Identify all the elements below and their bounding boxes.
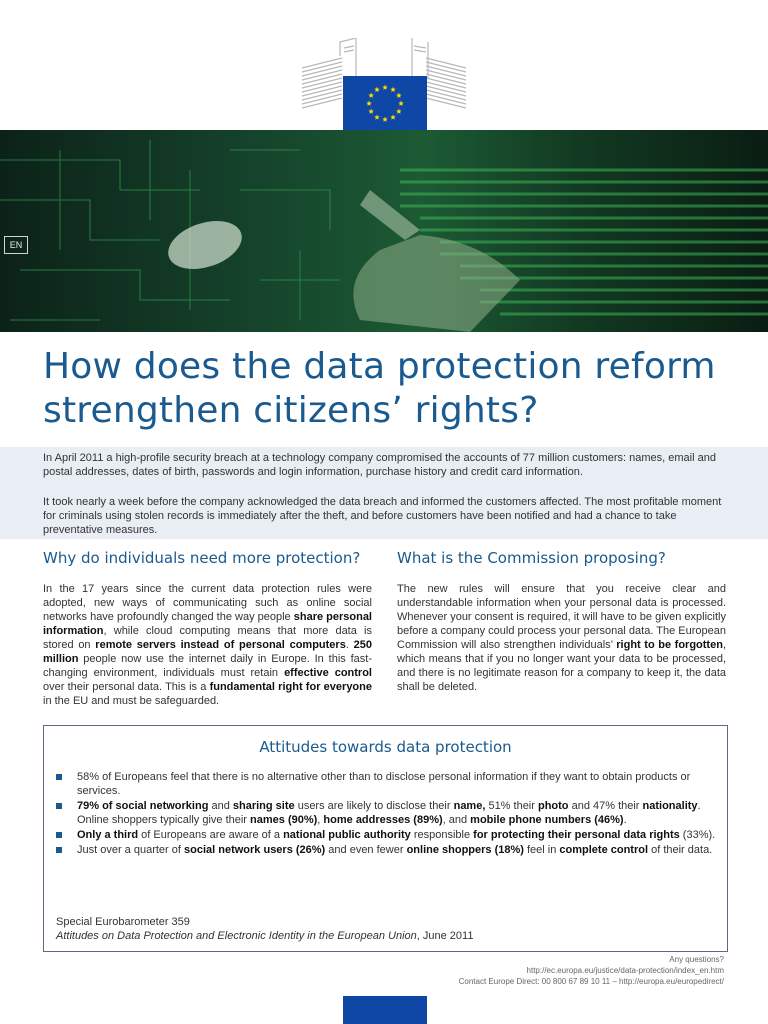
eu-star-icon: [396, 109, 402, 114]
source-line-1: Special Eurobarometer 359: [56, 916, 190, 928]
eu-star-icon: [374, 87, 380, 92]
intro-paragraph-1: In April 2011 a high-profile security breach at a technology company compromised the accounts of 77 million customers: names, email and postal addresses, dates of birth, passwords and login information, purchase history and credit card information.: [43, 452, 716, 478]
source-line-2: Attitudes on Data Protection and Electronic Identity in the European Union, June 2011: [56, 930, 474, 942]
eu-star-icon: [368, 109, 374, 114]
eu-star-icon: [396, 93, 402, 98]
bottom-blue-block: [343, 996, 427, 1024]
language-tag: EN: [4, 236, 28, 254]
list-item: Just over a quarter of social network users (26%) and even fewer online shoppers (18%) feel in complete control of their data.: [56, 843, 716, 857]
eu-star-icon: [366, 101, 372, 106]
list-item: 79% of social networking and sharing site users are likely to disclose their name, 51% their photo and 47% their nationality. Online shoppers typically give their names (90%), home addresses (89%), and mobile phone numbers (46%).: [56, 799, 716, 827]
attitudes-list: [56, 770, 716, 858]
eu-star-icon: [390, 87, 396, 92]
eu-star-icon: [382, 85, 388, 90]
intro-paragraph-2: It took nearly a week before the company acknowledged the data breach and informed the customers affected. The most profitable moment for criminals using stolen records is immediately after the theft, and before customers have been notified and had a chance to take preventative measures.: [43, 496, 722, 536]
eu-star-icon: [374, 114, 380, 119]
circuit-board-banner-image: [0, 130, 768, 332]
attitudes-box: [43, 725, 728, 952]
footer-line-1: Any questions?: [669, 955, 724, 964]
bullet-square-icon: [56, 774, 62, 780]
list-item: Only a third of Europeans are aware of a national public authority responsible for protecting their personal data rights (33%).: [56, 828, 716, 842]
intro-band: [0, 447, 768, 539]
eu-star-icon: [398, 101, 404, 106]
page-title: How does the data protection reform strengthen citizens’ rights?: [43, 346, 716, 431]
eu-star-icon: [368, 93, 374, 98]
bullet-square-icon: [56, 847, 62, 853]
right-column-text: The new rules will ensure that you receive clear and understandable information when your personal data is processed. Whenever your consent is required, it will have to be given explicitly before a company could process your personal data. The European Commission will also strengthen individuals’ right to be forgotten, which means that if you no longer want your data to be processed, and there is no legitimate reason for a company to keep it, the data shall be deleted.: [397, 583, 726, 693]
source-citation: [56, 915, 473, 943]
list-item: 58% of Europeans feel that there is no alternative other than to disclose personal information if they want to obtain products or services.: [56, 770, 716, 798]
bullet-square-icon: [56, 832, 62, 838]
footer-contact-line[interactable]: Contact Europe Direct: 00 800 67 89 10 11 – http://europa.eu/europedirect/: [458, 977, 724, 986]
right-column-heading: What is the Commission proposing?: [397, 549, 666, 567]
eu-flag: [343, 76, 427, 131]
left-column-text: In the 17 years since the current data protection rules were adopted, new ways of communicating such as online social networks have profoundly changed the way people share personal information, while cloud computing means that more data is stored on remote servers instead of personal computers. 250 million people now use the internet daily in Europe. In this fast-changing environment, individuals must retain effective control over their personal data. This is a fundamental right for everyone in the EU and must be safeguarded.: [43, 583, 372, 707]
eu-star-icon: [382, 117, 388, 122]
attitudes-title: Attitudes towards data protection: [259, 738, 512, 756]
left-column-heading: Why do individuals need more protection?: [43, 549, 361, 567]
eu-star-icon: [390, 114, 396, 119]
bullet-square-icon: [56, 803, 62, 809]
footer-url-link[interactable]: http://ec.europa.eu/justice/data-protection/index_en.htm: [526, 966, 724, 975]
contact-footer: [459, 954, 724, 987]
